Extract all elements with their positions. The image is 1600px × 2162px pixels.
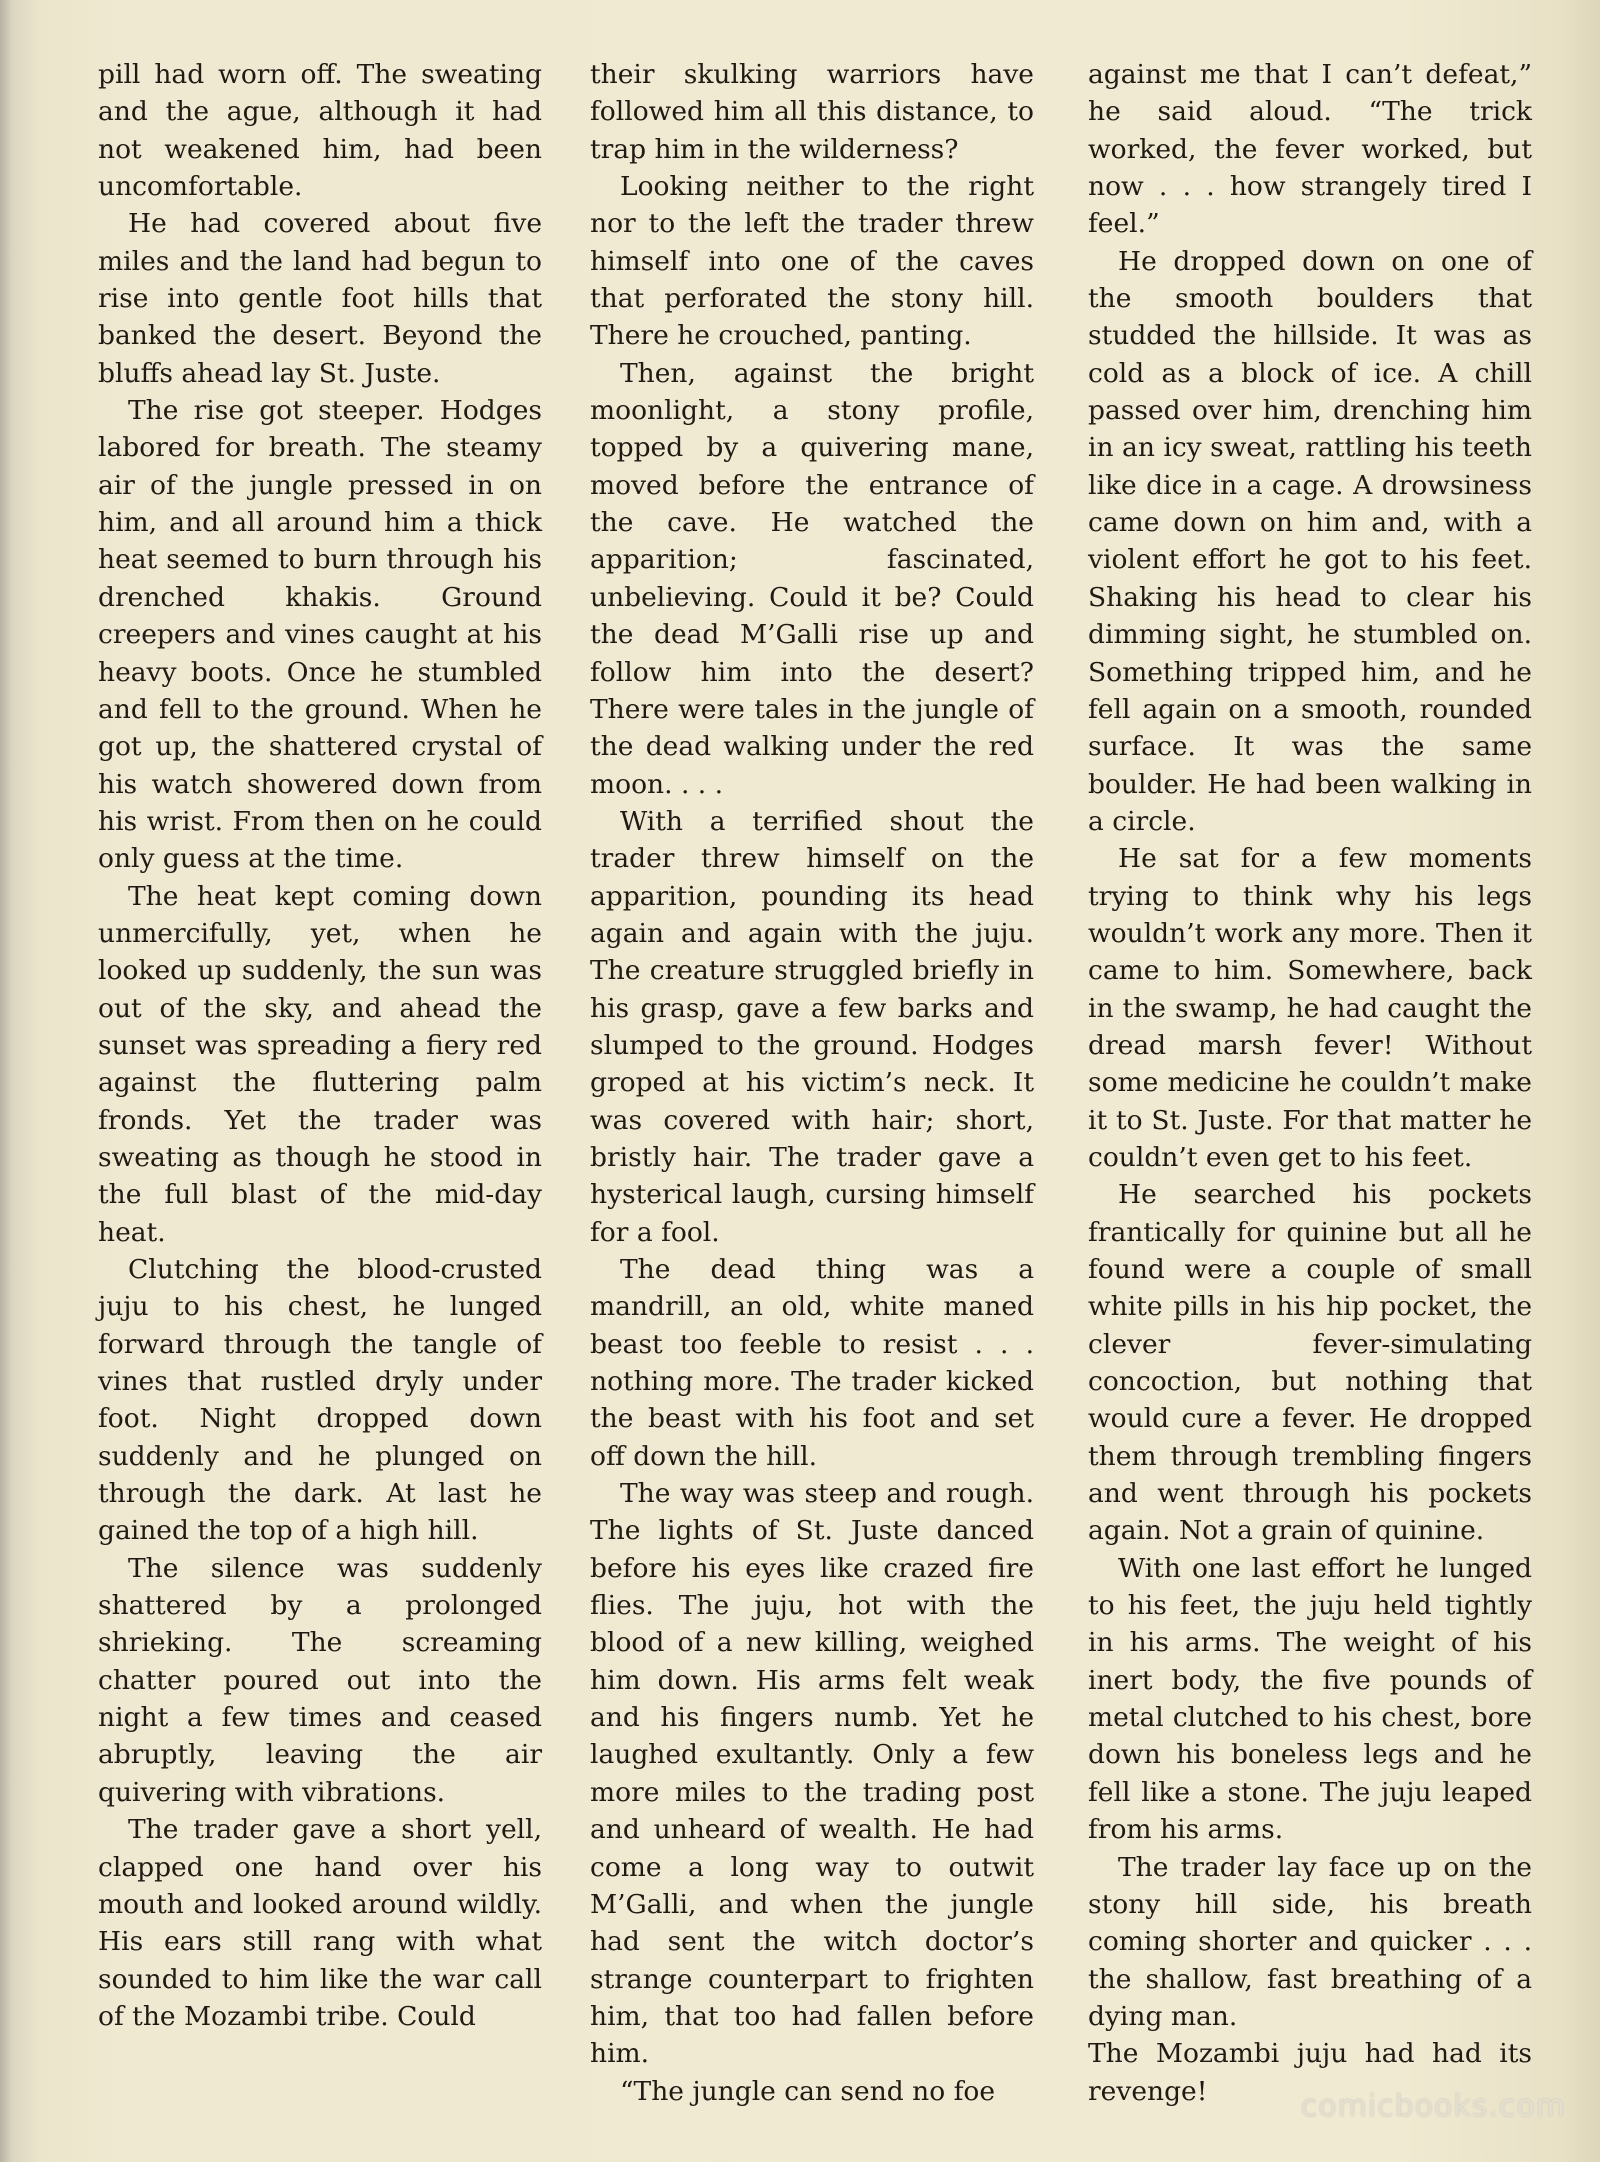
text-column-3 bbox=[1088, 56, 1532, 2110]
paragraph: The trader gave a short yell, clapped one hand over his mouth and looked around wildly. His ears still rang with what sounded to him like the war call of the Mozambi tribe. Could bbox=[98, 1814, 542, 2032]
paragraph: He dropped down on one of the smooth boulders that studded the hillside. It was as cold as a block of ice. A chill passed over him, drenching him in an icy sweat, rattling his teeth like dice in a cage. A drowsiness came down on him and, with a violent effort he got to his feet. Shaking his head to clear his dimming sight, he stumbled on. Something tripped him, and he fell again on a smooth, rounded surface. It was the same boulder. He had been walking in a circle. bbox=[1088, 245, 1532, 837]
paragraph: “The jungle can send no foe bbox=[620, 2075, 996, 2107]
paragraph: The heat kept coming down unmercifully, yet, when he looked up suddenly, the sun was out of the sky, and ahead the sunset was spreading a fiery red against the fluttering palm fronds. Yet the trader was sweating as though he stood in the full blast of the mid-day heat. bbox=[98, 880, 542, 1248]
paragraph: The trader lay face up on the stony hill side, his breath coming shorter and quicker . . . the shallow, fast breathing of a dying man. bbox=[1088, 1851, 1532, 2032]
paragraph: The silence was suddenly shattered by a prolonged shrieking. The screaming chatter poured out into the night a few times and ceased abruptly, leaving the air quivering with vibrations. bbox=[98, 1552, 542, 1808]
text-column-1 bbox=[98, 56, 542, 2035]
paragraph: Then, against the bright moonlight, a stony profile, topped by a quivering mane, moved before the entrance of the cave. He watched the apparition; fascinated, unbelieving. Could it be? Could the dead M’Galli rise up and follow him into the desert? There were tales in the jungle of the dead walking under the red moon. . . . bbox=[590, 357, 1034, 800]
paragraph: pill had worn off. The sweating and the ague, although it had not weakened him, had been uncomfortable. bbox=[98, 59, 542, 203]
paragraph: The rise got steeper. Hodges labored for breath. The steamy air of the jungle pressed in on him, and all around him a thick heat seemed to burn through his drenched khakis. Ground creepers and vines caught at his heavy boots. Once he stumbled and fell to the ground. When he got up, the shattered crystal of his watch showered down from his wrist. From then on he could only guess at the time. bbox=[98, 395, 542, 875]
watermark: comicbooks.com bbox=[1300, 2089, 1566, 2124]
paragraph: their skulking warriors have followed him all this distance, to trap him in the wilderness? bbox=[590, 59, 1034, 165]
paragraph: against me that I can’t defeat,” he said aloud. “The trick worked, the fever worked, but now . . . how strangely tired I feel.” bbox=[1088, 59, 1532, 240]
paragraph: The way was steep and rough. The lights of St. Juste danced before his eyes like crazed fire flies. The juju, hot with the blood of a new killing, weighed him down. His arms felt weak and his fingers numb. Yet he laughed exultantly. Only a few more miles to the trading post and unheard of wealth. He had come a long way to outwit M’Galli, and when the jungle had sent the witch doctor’s strange counterpart to frighten him, that too had fallen before him. bbox=[590, 1478, 1034, 2070]
paragraph: With one last effort he lunged to his feet, the juju held tightly in his arms. The weight of his inert body, the five pounds of metal clutched to his chest, bore down his boneless legs and he fell like a stone. The juju leaped from his arms. bbox=[1088, 1552, 1532, 1846]
page-edge bbox=[0, 0, 10, 2162]
paragraph: He searched his pockets frantically for quinine but all he found were a couple of small white pills in his hip pocket, the clever fever-simulating concoction, but nothing that would cure a fever. He dropped them through trembling fingers and went through his pockets again. Not a grain of quinine. bbox=[1088, 1179, 1532, 1547]
text-column-2 bbox=[590, 56, 1034, 2110]
paragraph: Clutching the blood-crusted juju to his chest, he lunged forward through the tangle of vines that rustled dryly under foot. Night dropped down suddenly and he plunged on through the dark. At last he gained the top of a high hill. bbox=[98, 1254, 542, 1547]
paragraph: The Mozambi juju had had its revenge! bbox=[1088, 2038, 1532, 2107]
paragraph: Looking neither to the right nor to the left the trader threw himself into one of the caves that perforated the stony hill. There he crouched, panting. bbox=[590, 171, 1034, 352]
paragraph: With a terrified shout the trader threw himself on the apparition, pounding its head again and again with the juju. The creature struggled briefly in his grasp, gave a few barks and slumped to the ground. Hodges groped at his victim’s neck. It was covered with hair; short, bristly hair. The trader gave a hysterical laugh, cursing himself for a fool. bbox=[590, 805, 1034, 1248]
paragraph: The dead thing was a mandrill, an old, white maned beast too feeble to resist . . . nothing more. The trader kicked the beast with his foot and set off down the hill. bbox=[590, 1254, 1034, 1472]
paragraph: He had covered about five miles and the land had begun to rise into gentle foot hills that banked the desert. Beyond the bluffs ahead lay St. Juste. bbox=[98, 208, 542, 389]
paragraph: He sat for a few moments trying to think why his legs wouldn’t work any more. Then it came to him. Somewhere, back in the swamp, he had caught the dread marsh fever! Without some medicine he couldn’t make it to St. Juste. For that matter he couldn’t even get to his feet. bbox=[1088, 843, 1532, 1173]
